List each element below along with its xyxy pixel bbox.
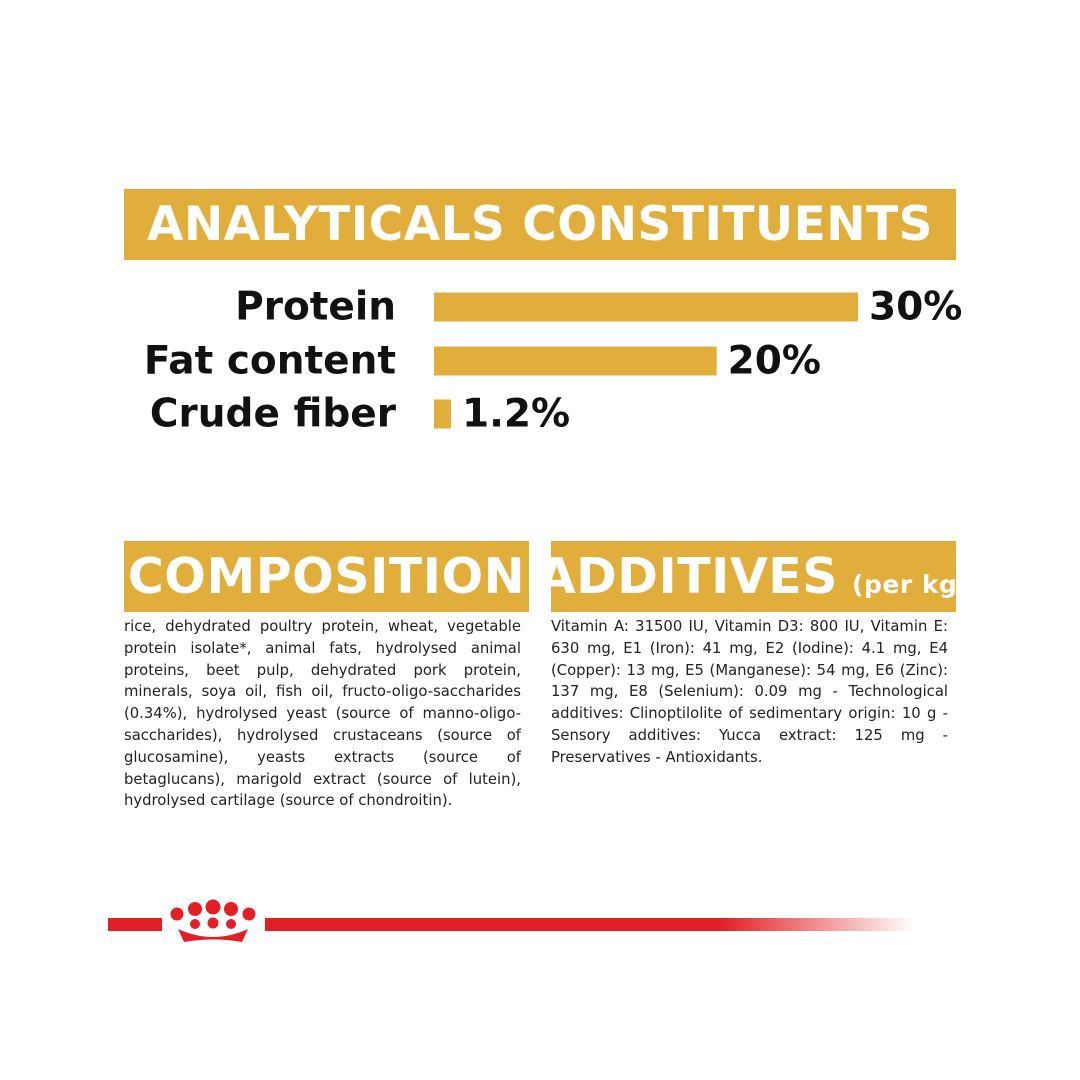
additives-banner <box>537 541 970 612</box>
additives-title: ADDITIVES <box>537 548 839 605</box>
crown-icon <box>171 900 256 943</box>
composition-text: rice, dehydrated poultry protein, wheat, vegetable protein isolate*, animal fats, hydrolysed animal proteins, beet pulp, dehydrated pork protein, minerals, soya oil, fish oil, fructo-oligo-saccharides (0.34%), hydrolysed yeast (source of manno-oligo-saccharides), hydrolysed crustaceans (source of glucosamine), yeasts extracts (source of betaglucans), marigold extract (source of lutein), hydrolysed cartilage (source of chondroitin). <box>124 618 521 810</box>
category-label: Fat content <box>143 338 396 384</box>
divider-line-right <box>265 918 915 931</box>
composition-title: COMPOSITION <box>127 548 526 605</box>
analytical-constituents-title: ANALYTICALS CONSTITUENTS <box>146 197 934 252</box>
composition-banner <box>124 541 529 612</box>
bar <box>434 400 451 429</box>
value-label: 30% <box>869 284 963 330</box>
category-label: Protein <box>235 284 396 330</box>
additives-text: Vitamin A: 31500 IU, Vitamin D3: 800 IU, Vitamin E: 630 mg, E1 (Iron): 41 mg, E2 (Iodine): 4.1 mg, E4 (Copper): 13 mg, E5 (Manganese): 54 mg, E6 (Zinc): 137 mg, E8 (Selenium): 0.09 mg - Technological additives: Clinoptilolite of sedimentary origin: 10 g - Sensory additives: Yucca extract: 125 mg - Preservatives - Antioxidants. <box>551 618 948 766</box>
bar <box>434 293 858 322</box>
brand-divider <box>0 895 1080 955</box>
value-label: 1.2% <box>461 391 571 437</box>
value-label: 20% <box>727 338 822 384</box>
additives-subtitle: (per kg) <box>852 570 970 599</box>
category-label: Crude fiber <box>149 391 396 437</box>
divider-line-left <box>108 918 162 931</box>
bar <box>434 347 717 376</box>
